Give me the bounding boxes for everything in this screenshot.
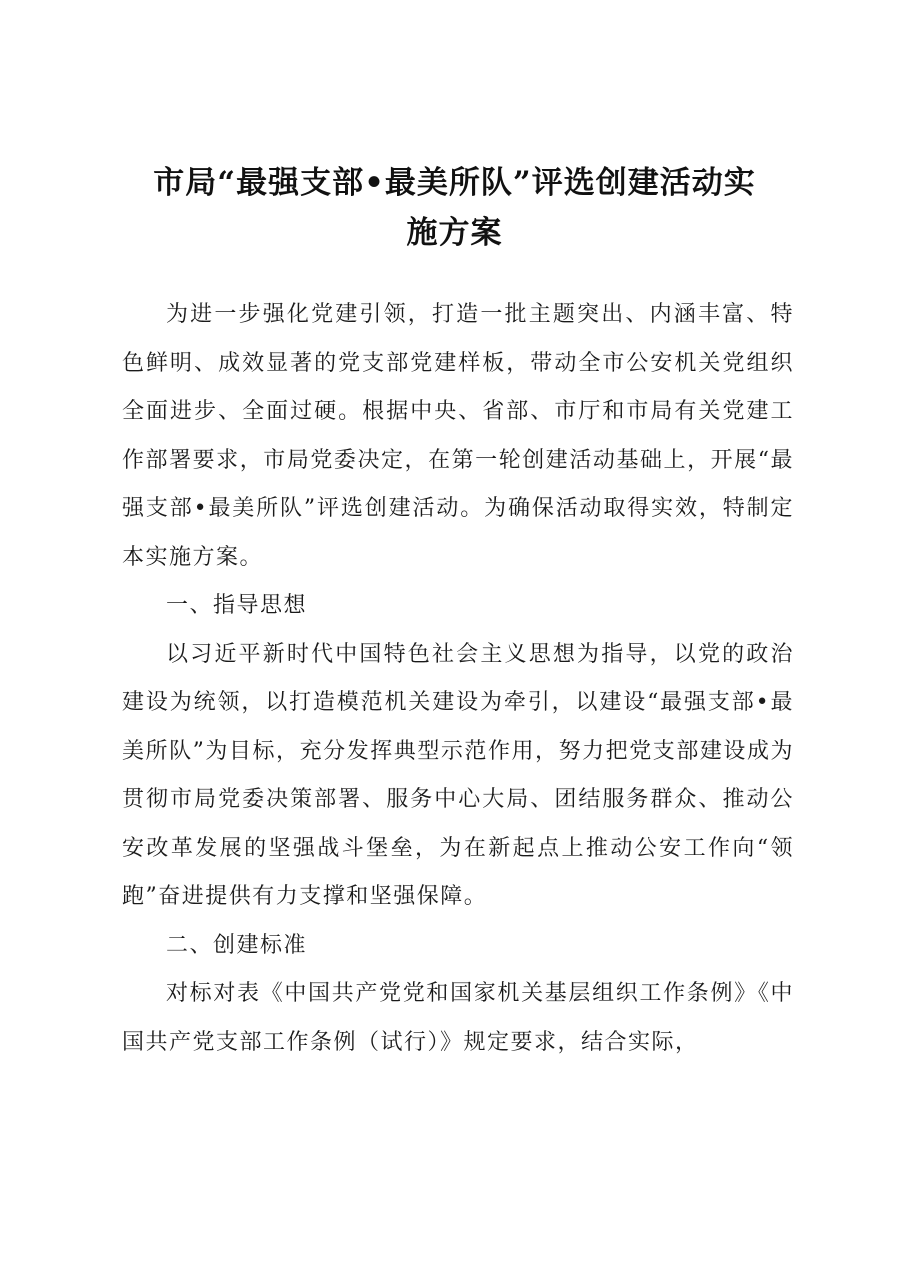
intro-paragraph: 为进一步强化党建引领，打造一批主题突出、内涵丰富、特色鲜明、成效显著的党支部党建样板，带动全市公安机关党组织全面进步、全面过硬。根据中央、省部、市厅和市局有关党建工作部署要求，市局党委决定，在第一轮创建活动基础上，开展“最强支部•最美所队”评选创建活动。为确保活动取得实效，特制定本实施方案。 — [122, 302, 794, 570]
guiding-ideology-paragraph: 以习近平新时代中国特色社会主义思想为指导，以党的政治建设为统领，以打造模范机关建设为牵引，以建设“最强支部•最美所队”为目标，充分发挥典型示范作用，努力把党支部建设成为贯彻市局党委决策部署、服务中心大局、团结服务群众、推动公安改革发展的坚强战斗堡垒，为在新起点上推动公安工作向“领跑”奋进提供有力支撑和坚强保障。 — [122, 641, 794, 909]
section-heading-creation-standards: 二、创建标准 — [166, 932, 308, 958]
creation-standards-paragraph: 对标对表《中国共产党党和国家机关基层组织工作条例》《中国共产党支部工作条例（试行）》规定要求，结合实际， — [122, 981, 794, 1055]
document-body — [122, 291, 794, 1067]
section-heading-guiding-ideology: 一、指导思想 — [166, 593, 308, 618]
document-title — [100, 158, 809, 258]
title-line-2: 施方案 — [406, 215, 503, 251]
title-line-1: 市局“最强支部•最美所队”评选创建活动实 — [153, 165, 756, 201]
